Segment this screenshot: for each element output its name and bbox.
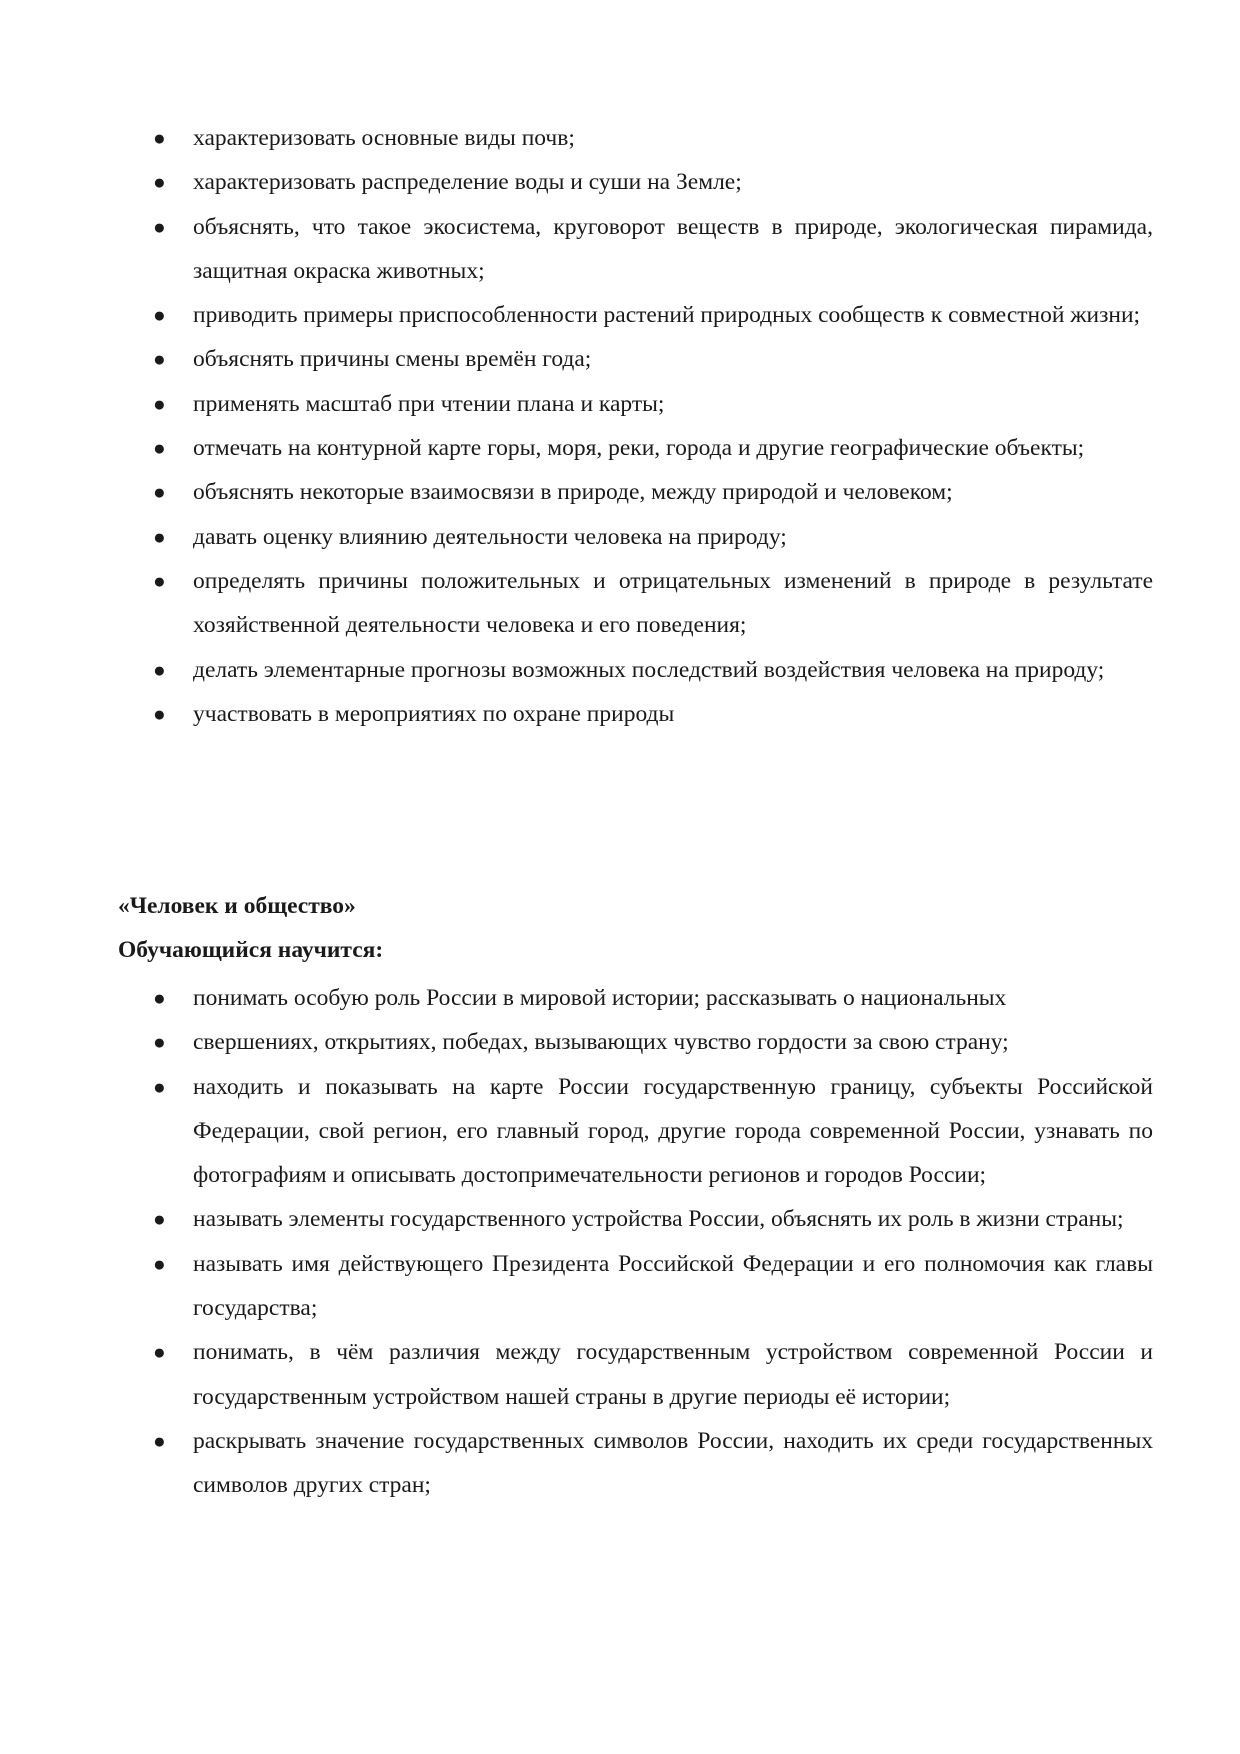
list-item bbox=[0, 470, 1153, 514]
list-item bbox=[0, 1020, 1153, 1064]
list-item-text: раскрывать значение государственных символов России, находить их среди государственных символов других стран; bbox=[193, 1427, 1153, 1499]
bullet-icon: ● bbox=[153, 1074, 166, 1099]
list-item-text: понимать особую роль России в мировой истории; рассказывать о национальных bbox=[193, 985, 1007, 1011]
bullet-icon: ● bbox=[153, 657, 166, 682]
list-item-text: определять причины положительных и отрицательных изменений в природе в результате хозяйственной деятельности человека и его поведения; bbox=[193, 567, 1153, 639]
bullet-icon: ● bbox=[153, 391, 166, 416]
list-item bbox=[0, 1330, 1153, 1419]
bullet-icon: ● bbox=[153, 1030, 166, 1055]
list-item bbox=[0, 1419, 1153, 1508]
bullet-icon: ● bbox=[153, 986, 166, 1010]
bullet-icon: ● bbox=[153, 1207, 166, 1232]
list-item-text: давать оценку влиянию деятельности человека на природу; bbox=[193, 523, 787, 550]
list-item-text: характеризовать основные виды почв; bbox=[193, 125, 575, 151]
bullet-icon: ● bbox=[153, 126, 166, 150]
list-item bbox=[0, 1197, 1153, 1241]
bullet-icon: ● bbox=[153, 1428, 166, 1453]
list-item bbox=[0, 559, 1153, 648]
section-title: «Человек и общество» bbox=[118, 893, 356, 919]
list-item bbox=[0, 293, 1153, 337]
list-item bbox=[0, 648, 1153, 692]
bullet-icon: ● bbox=[153, 701, 166, 726]
list-item bbox=[0, 515, 1153, 559]
bullet-icon: ● bbox=[153, 436, 166, 461]
list-item-text: участвовать в мероприятиях по охране природы bbox=[193, 700, 675, 727]
list-item-text: отмечать на контурной карте горы, моря, реки, города и другие географические объекты; bbox=[193, 435, 1085, 462]
list-item-text: характеризовать распределение воды и суши на Земле; bbox=[193, 169, 742, 196]
bullet-icon: ● bbox=[153, 524, 166, 549]
bullet-icon: ● bbox=[153, 568, 166, 593]
bullet-icon: ● bbox=[153, 1340, 166, 1365]
list-item-text: понимать, в чём различия между государственным устройством современной России и государственным устройством нашей страны в другие периоды её истории; bbox=[193, 1339, 1153, 1410]
list-item bbox=[0, 426, 1153, 470]
list-item-text: находить и показывать на карте России государственную границу, субъекты Российской Федерации, свой регион, его главный город, другие города современной России, узнавать по фотографиям и описывать достопримечательности регионов и городов России; bbox=[193, 1073, 1153, 1189]
bullet-icon: ● bbox=[153, 214, 166, 239]
skills-list-society bbox=[0, 976, 1153, 1508]
list-item bbox=[0, 692, 1153, 736]
list-item-text: делать элементарные прогнозы возможных последствий воздействия человека на природу; bbox=[193, 656, 1105, 683]
bullet-icon: ● bbox=[153, 170, 166, 195]
list-item-text: называть имя действующего Президента Российской Федерации и его полномочия как главы государства; bbox=[193, 1250, 1153, 1322]
list-item-text: приводить примеры приспособленности растений природных сообществ к совместной жизни; bbox=[193, 302, 1141, 329]
list-item-text: называть элементы государственного устройства России, объяснять их роль в жизни страны; bbox=[193, 1206, 1124, 1233]
bullet-icon: ● bbox=[153, 347, 166, 372]
list-item bbox=[0, 160, 1153, 204]
bullet-icon: ● bbox=[153, 303, 166, 328]
list-item bbox=[0, 976, 1153, 1020]
list-item bbox=[0, 337, 1153, 381]
list-item-text: свершениях, открытиях, победах, вызывающих чувство гордости за свою страну; bbox=[193, 1029, 1009, 1056]
list-item bbox=[0, 116, 1153, 160]
skills-list-nature bbox=[0, 116, 1153, 736]
list-item-text: объяснять, что такое экосистема, круговорот веществ в природе, экологическая пирамида, защитная окраска животных; bbox=[193, 213, 1153, 284]
list-item bbox=[0, 1065, 1153, 1198]
list-item bbox=[0, 382, 1153, 426]
bullet-icon: ● bbox=[153, 1251, 166, 1276]
list-item-text: объяснять некоторые взаимосвязи в природе, между природой и человеком; bbox=[193, 479, 953, 506]
list-item bbox=[0, 1242, 1153, 1331]
bullet-icon: ● bbox=[153, 480, 166, 505]
list-item-text: применять масштаб при чтении плана и карты; bbox=[193, 390, 665, 417]
section-subtitle: Обучающийся научится: bbox=[118, 937, 384, 963]
list-item-text: объяснять причины смены времён года; bbox=[193, 346, 592, 373]
list-item bbox=[0, 205, 1153, 294]
